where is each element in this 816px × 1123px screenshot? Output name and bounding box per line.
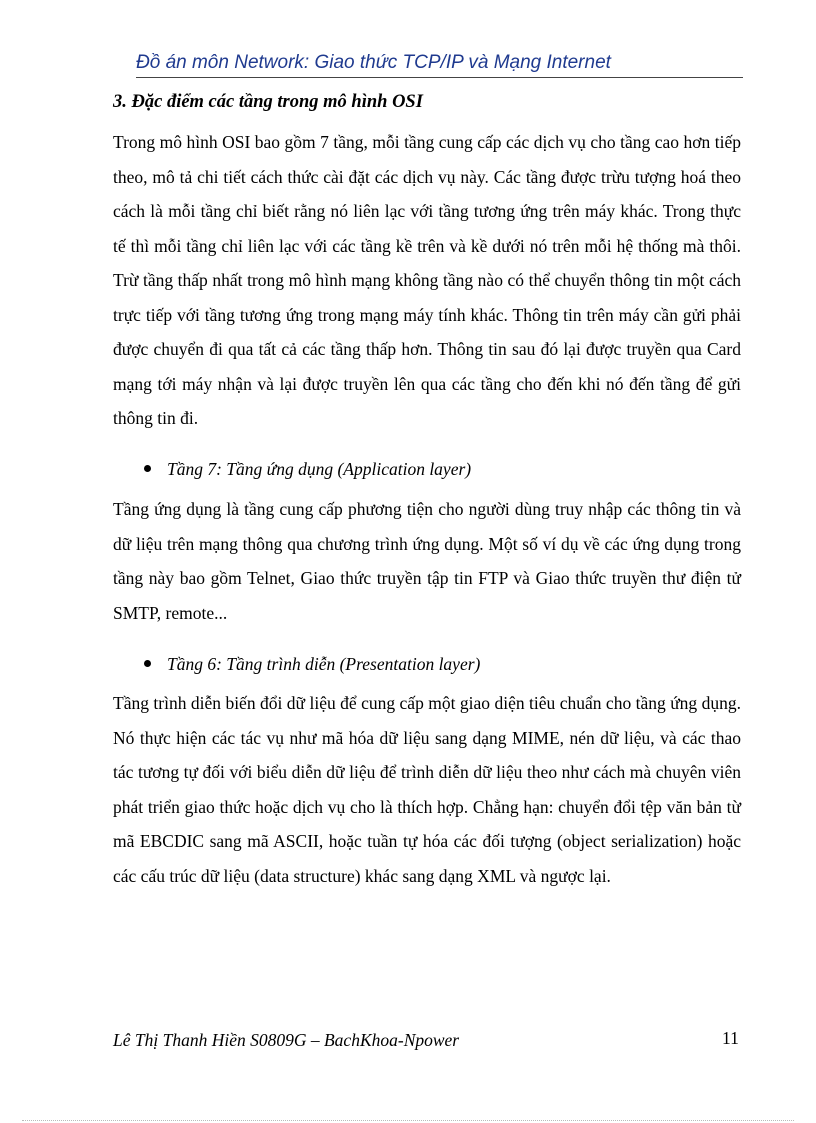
layer7-paragraph: Tầng ứng dụng là tầng cung cấp phương tiện cho người dùng truy nhập các thông tin và dữ liệu trên mạng thông qua chương trình ứng dụng. Một số ví dụ về các ứng dụng trong tầng này bao gồm Telnet, Giao thức truyền tập tin FTP và Giao thức truyền thư điện tử SMTP, remote... (113, 499, 741, 623)
page-edge-divider (22, 1120, 794, 1121)
bullet-layer-6 (144, 654, 480, 675)
bullet-icon (144, 465, 151, 472)
intro-paragraph: Trong mô hình OSI bao gồm 7 tầng, mỗi tầng cung cấp các dịch vụ cho tầng cao hơn tiếp theo, mô tả chi tiết cách thức cài đặt các dịch vụ này. Các tầng được trừu tượng hoá theo cách là mỗi tầng chỉ biết rằng nó liên lạc với tầng tương ứng trên máy khác. Trong thực tế thì mỗi tầng chỉ liên lạc với các tầng kề trên và kề dưới nó trên mỗi hệ thống mà thôi. Trừ tầng thấp nhất trong mô hình mạng không tầng nào có thể chuyển thông tin một cách trực tiếp với tầng tương ứng trong mạng máy tính khác. Thông tin trên máy cần gửi phải được chuyển đi qua tất cả các tầng thấp hơn. Thông tin sau đó lại được truyền qua Card mạng tới máy nhận và lại được truyền lên qua các tầng cho đến khi nó đến tầng để gửi thông tin đi. (113, 132, 741, 428)
layer6-heading: Tầng 6: Tầng trình diễn (Presentation layer) (167, 654, 481, 674)
footer-author: Lê Thị Thanh Hiền S0809G – BachKhoa-Npower (113, 1030, 460, 1050)
page-number: 11 (722, 1028, 739, 1048)
section-title: 3. Đặc điểm các tầng trong mô hình OSI (113, 92, 423, 112)
bullet-layer-7 (144, 459, 471, 480)
bullet-icon (144, 660, 151, 667)
running-header: Đồ án môn Network: Giao thức TCP/IP và Mạng Internet (136, 52, 611, 73)
layer7-heading: Tầng 7: Tầng ứng dụng (Application layer) (167, 459, 472, 479)
header-rule (136, 77, 743, 78)
layer6-paragraph: Tầng trình diễn biến đổi dữ liệu để cung cấp một giao diện tiêu chuẩn cho tầng ứng dụng. Nó thực hiện các tác vụ như mã hóa dữ liệu sang dạng MIME, nén dữ liệu, và các thao tác tương tự đối với biểu diễn dữ liệu để trình diễn dữ liệu theo như cách mà chuyên viên phát triển giao thức hoặc dịch vụ cho là thích hợp. Chẳng hạn: chuyển đổi tệp văn bản từ mã EBCDIC sang mã ASCII, hoặc tuần tự hóa các đối tượng (object serialization) hoặc các cấu trúc dữ liệu (data structure) khác sang dạng XML và ngược lại. (113, 693, 741, 886)
